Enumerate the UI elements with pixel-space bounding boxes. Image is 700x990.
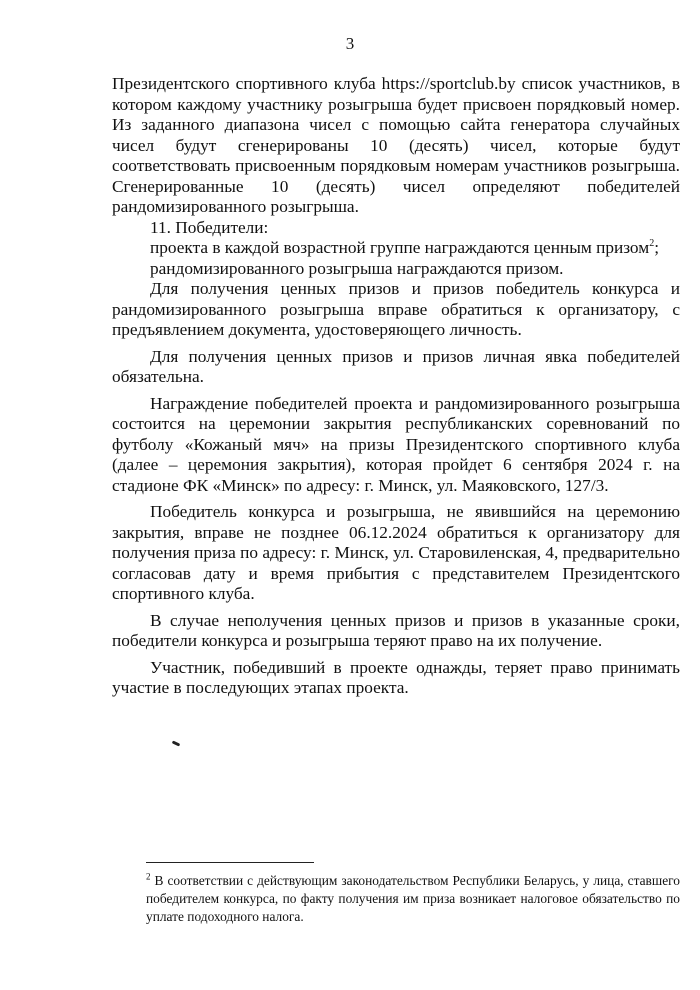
document-body bbox=[112, 74, 680, 699]
paragraph-ceremony: Награждение победителей проекта и рандомизированного розыгрыша состоится на церемонии закрытия республиканских соревнований по футболу «Кожаный мяч» на призы Президентского спортивного клуба (далее – церемония закрытия), которая пройдет 6 сентября 2024 г. на стадионе ФК «Минск» по адресу: г. Минск, ул. Маяковского, 127/3. bbox=[112, 393, 680, 495]
paragraph-absent-winner: Победитель конкурса и розыгрыша, не явившийся на церемонию закрытия, вправе не позднее 06.12.2024 обратиться к организатору для получения приза по адресу: г. Минск, ул. Старовиленская, 4, предварительно согласовав дату и время прибытия с представителем Президентского спортивного клуба. bbox=[112, 502, 680, 603]
footnote-ref: 2 bbox=[649, 238, 655, 250]
winners-draw-line: рандомизированного розыгрыша награждаются призом. bbox=[150, 258, 564, 278]
pen-mark bbox=[172, 740, 181, 746]
footnote bbox=[146, 872, 680, 926]
paragraph-forfeit: В случае неполучения ценных призов и призов в указанные сроки, победители конкурса и розыгрыша теряют право на их получение. bbox=[112, 610, 680, 650]
paragraph-presence: Для получения ценных призов и призов личная явка победителей обязательна. bbox=[112, 346, 680, 386]
winners-project-end: ; bbox=[654, 238, 659, 257]
paragraph-document: Для получения ценных призов и призов победитель конкурса и рандомизированного розыгрыша вправе обратиться к организатору, с предъявлением документа, удостоверяющего личность. bbox=[112, 279, 680, 339]
page-number: 3 bbox=[345, 34, 355, 53]
paragraph-participants-list: Президентского спортивного клуба https://sportclub.by список участников, в котором каждому участнику розыгрыша будет присвоен порядковый номер. Из заданного диапазона чисел с помощью сайта генератора случайных чисел будут сгенерированы 10 (десять) чисел, которые будут соответствовать присвоенным порядковым номерам участников розыгрыша. Сгенерированные 10 (десять) чисел определяют победителей рандомизированного розыгрыша. bbox=[112, 74, 680, 216]
footnote-divider bbox=[146, 862, 314, 863]
footnote-marker: 2 bbox=[146, 871, 151, 882]
footnote-text: В соответствии с действующим законодательством Республики Беларусь, у лица, ставшего победителем конкурса, по факту получения им приза возникает налоговое обязательство по уплате подоходного налога. bbox=[146, 873, 680, 924]
winners-project-text: проекта в каждой возрастной группе награждаются ценным призом bbox=[150, 238, 650, 257]
section-11-heading: 11. Победители: bbox=[150, 217, 269, 237]
paragraph-once-winner: Участник, победивший в проекте однажды, теряет право принимать участие в последующих этапах проекта. bbox=[112, 657, 680, 697]
winners-project-line bbox=[150, 238, 680, 259]
